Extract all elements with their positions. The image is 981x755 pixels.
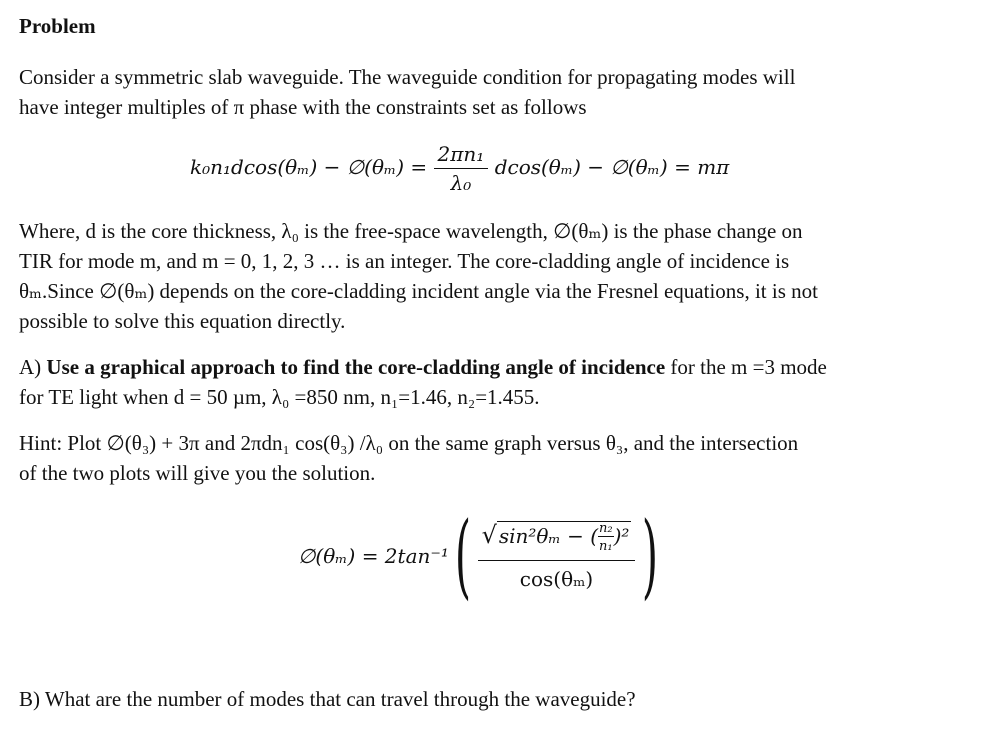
phase-change-equation [298,502,658,620]
ratio-numerator: n₂ [599,521,613,536]
part-a-line-1 [19,352,969,382]
waveguide-condition-equation [190,142,729,195]
equation1-rhs: dcos(θₘ) − ∅(θₘ) = mπ [494,155,730,179]
hint-line-1: Hint: Plot ∅(θ₃) + 3π and 2πdn₁ cos(θ₃) /λ₀ on the same graph versus θ₃, and the intersection [19,431,799,455]
hint-line-2: of the two plots will give you the solution. [19,461,376,485]
ratio-exponent: )² [613,524,630,548]
part-a-rest: for the m =3 mode [665,355,827,379]
where-line-3: θₘ.Since ∅(θₘ) depends on the core-cladding incident angle via the Fresnel equations, it is not [19,279,818,303]
problem-heading: Problem [19,14,96,38]
intro-paragraph [19,62,969,122]
part-a-prefix: A) [19,355,47,379]
ratio-denominator: n₁ [599,539,613,554]
part-b-question: B) What are the number of modes that can travel through the waveguide? [19,687,636,711]
part-a-line-2: for TE light when d = 50 µm, λ₀ =850 nm, n₁=1.46, n₂=1.455. [19,385,540,409]
equation2-fraction [478,521,636,591]
equation1-numerator: 2πn₁ [434,142,489,169]
ratio-fraction [598,521,614,554]
equation1-denominator: λ₀ [450,171,472,195]
sqrt-content [497,521,632,554]
hint-paragraph [19,428,969,488]
where-line-1: Where, d is the core thickness, λ₀ is the free-space wavelength, ∅(θₘ) is the phase change on [19,219,803,243]
equation1-lhs: k₀n₁dcos(θₘ) − ∅(θₘ) = [190,155,428,179]
sqrt-sign: √ [481,521,497,549]
sqrt-expression: sin²θₘ − ( [498,524,599,548]
equation2-lhs: ∅(θₘ) = 2tan⁻¹ [298,544,449,568]
intro-line-1: Consider a symmetric slab waveguide. The waveguide condition for propagating modes will [19,65,796,89]
where-line-2: TIR for mode m, and m = 0, 1, 2, 3 … is an integer. The core-cladding angle of incidence is [19,249,790,273]
where-line-4: possible to solve this equation directly. [19,309,346,333]
left-paren: ( [455,502,472,609]
part-a-question [19,352,969,412]
part-a-bold-instruction: Use a graphical approach to find the core-cladding angle of incidence [46,355,666,379]
intro-line-2: have integer multiples of π phase with the constraints set as follows [19,95,587,119]
equation2-numerator [478,521,636,561]
where-paragraph [19,216,969,336]
equation2-denominator: cos(θₘ) [519,567,594,591]
equation1-fraction [434,142,489,195]
right-paren: ) [641,502,658,609]
